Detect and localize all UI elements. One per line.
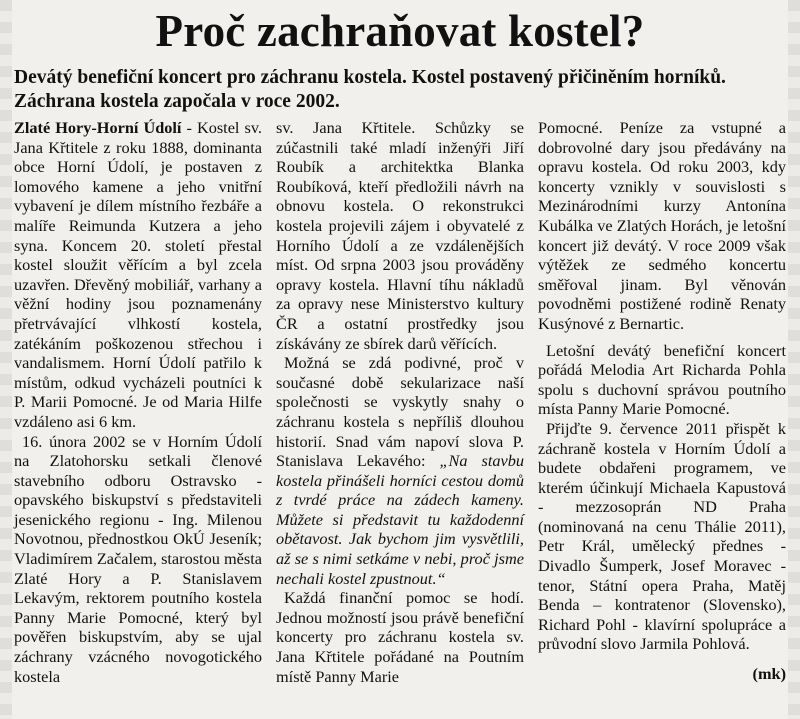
adjacent-page-bleed-right <box>788 0 800 719</box>
quote: „Na stavbu kostela přinášeli horníci cestou domů z tvrdé práce na zádech kameny. Můžete si představit tu každodenní obětavost. Jak bychom jim vysvětlili, až se s nimi setkáme v nebi, proč jsme nechali kostel zpustnout.“ <box>276 451 524 588</box>
author-signature: (mk) <box>752 664 786 684</box>
paragraph: sv. Jana Křtitele. Schůzky se zúčastnili také mladí inženýři Jiří Roubík a architektka Blanka Roubíková, kteří předložili návrh na obnovu kostela. O rekonstrukci kostela projevili zájem i obyvatelé z Horního Údolí a ze vzdálenějších míst. Od srpna 2003 jsou prováděny opravy kostela. Hlavní tíhu nákladů za opravy nese Ministerstvo kultury ČR a ostatní prostředky jsou získávány ze sbírek darů věřících. <box>276 118 524 353</box>
article-columns <box>14 118 786 708</box>
adjacent-page-bleed-left <box>0 0 12 719</box>
paragraph-text: Možná se zdá podivné, proč v současné době sekularizace naší společnosti se vyskytly snahy o záchranu kostela s nepříliš dlouhou historií. Snad vám napoví slova P. Stanislava Lekavého: <box>276 353 524 471</box>
article <box>14 0 786 719</box>
paragraph <box>14 118 262 432</box>
paragraph: Každá finanční pomoc se hodí. Jednou možností jsou právě benefiční koncerty pro záchranu kostela sv. Jana Křtitele pořádané na Poutním místě Panny Marie <box>276 588 524 686</box>
paragraph: Letošní devátý benefiční koncert pořádá Melodia Art Richarda Pohla spolu s duchovní správou poutního místa Panny Marie Pomocné. <box>538 340 786 419</box>
paragraph <box>276 353 524 588</box>
paragraph: Přijďte 9. července 2011 přispět k záchraně kostela v Horním Údolí a budete obdařeni programem, ve kterém účinkují Michaela Kapustová - mezzosoprán ND Praha (nominovaná na cenu Thálie 2011), Petr Král, umělecký přednes - Divadlo Šumperk, Josef Moravec - tenor, Státní opera Praha, Matěj Benda – kontratenor (Slovensko), Richard Pohl - klavírní spolupráce a průvodní slovo Jarmila Pohlová. <box>538 418 786 654</box>
paragraph: Pomocné. Peníze za vstupné a dobrovolné dary jsou předávány na opravu kostela. Od roku 2003, kdy koncerty vznikly v souvislosti s Mezinárodními kurzy Antonína Kubálka ve Zlatých Horách, je letošní koncert již devátý. V roce 2009 však výtěžek ze sedmého koncertu směřoval jinam. Byl věnován povodněmi postižené rodině Renaty Kusýnové z Bernartic. <box>538 118 786 333</box>
column-1 <box>14 118 262 708</box>
headline: Proč zachraňovat kostel? <box>155 6 645 56</box>
column-3 <box>538 118 786 708</box>
column-2 <box>276 118 524 708</box>
paragraph-text: - Kostel sv. Jana Křtitele z roku 1888, dominanta obce Horní Údolí, je postaven z lomového kamene a jeho vnitřní vybavení je dílem místního řezbáře a malíře Reimunda Kutzera a jeho syna. Koncem 20. století přestal kostel sloužit věřícím a byl zcela uzavřen. Dřevěný mobiliář, varhany a věžní hodiny jsou poznamenány přetrvávající vlhkostí kostela, zatékáním poškozenou střechou i vandalismem. Horní Údolí patřilo k místům, odkud vycházeli poutníci k P. Marii Pomocné. Je od Maria Hilfe vzdáleno asi 6 km. <box>14 118 262 431</box>
lead-paragraph: Devátý benefiční koncert pro záchranu kostela. Kostel postavený přičiněním horníků. Záchrana kostela započala v roce 2002. <box>14 67 726 112</box>
dateline-place: Zlaté Hory-Horní Údolí <box>14 118 182 137</box>
paragraph: 16. února 2002 se v Horním Údolí na Zlatohorsku setkali členové stavebního odboru Ostravsko - opavského biskupství s představiteli jesenického regionu - Ing. Milenou Novotnou, přednostkou OkÚ Jeseník; Vladimírem Začalem, starostou města Zlaté Hory a P. Stanislavem Lekavým, rektorem poutního kostela Panny Marie Pomocné, který byl pověřen biskupstvím, aby se ujal záchrany vzácného novogotického kostela <box>14 431 262 686</box>
